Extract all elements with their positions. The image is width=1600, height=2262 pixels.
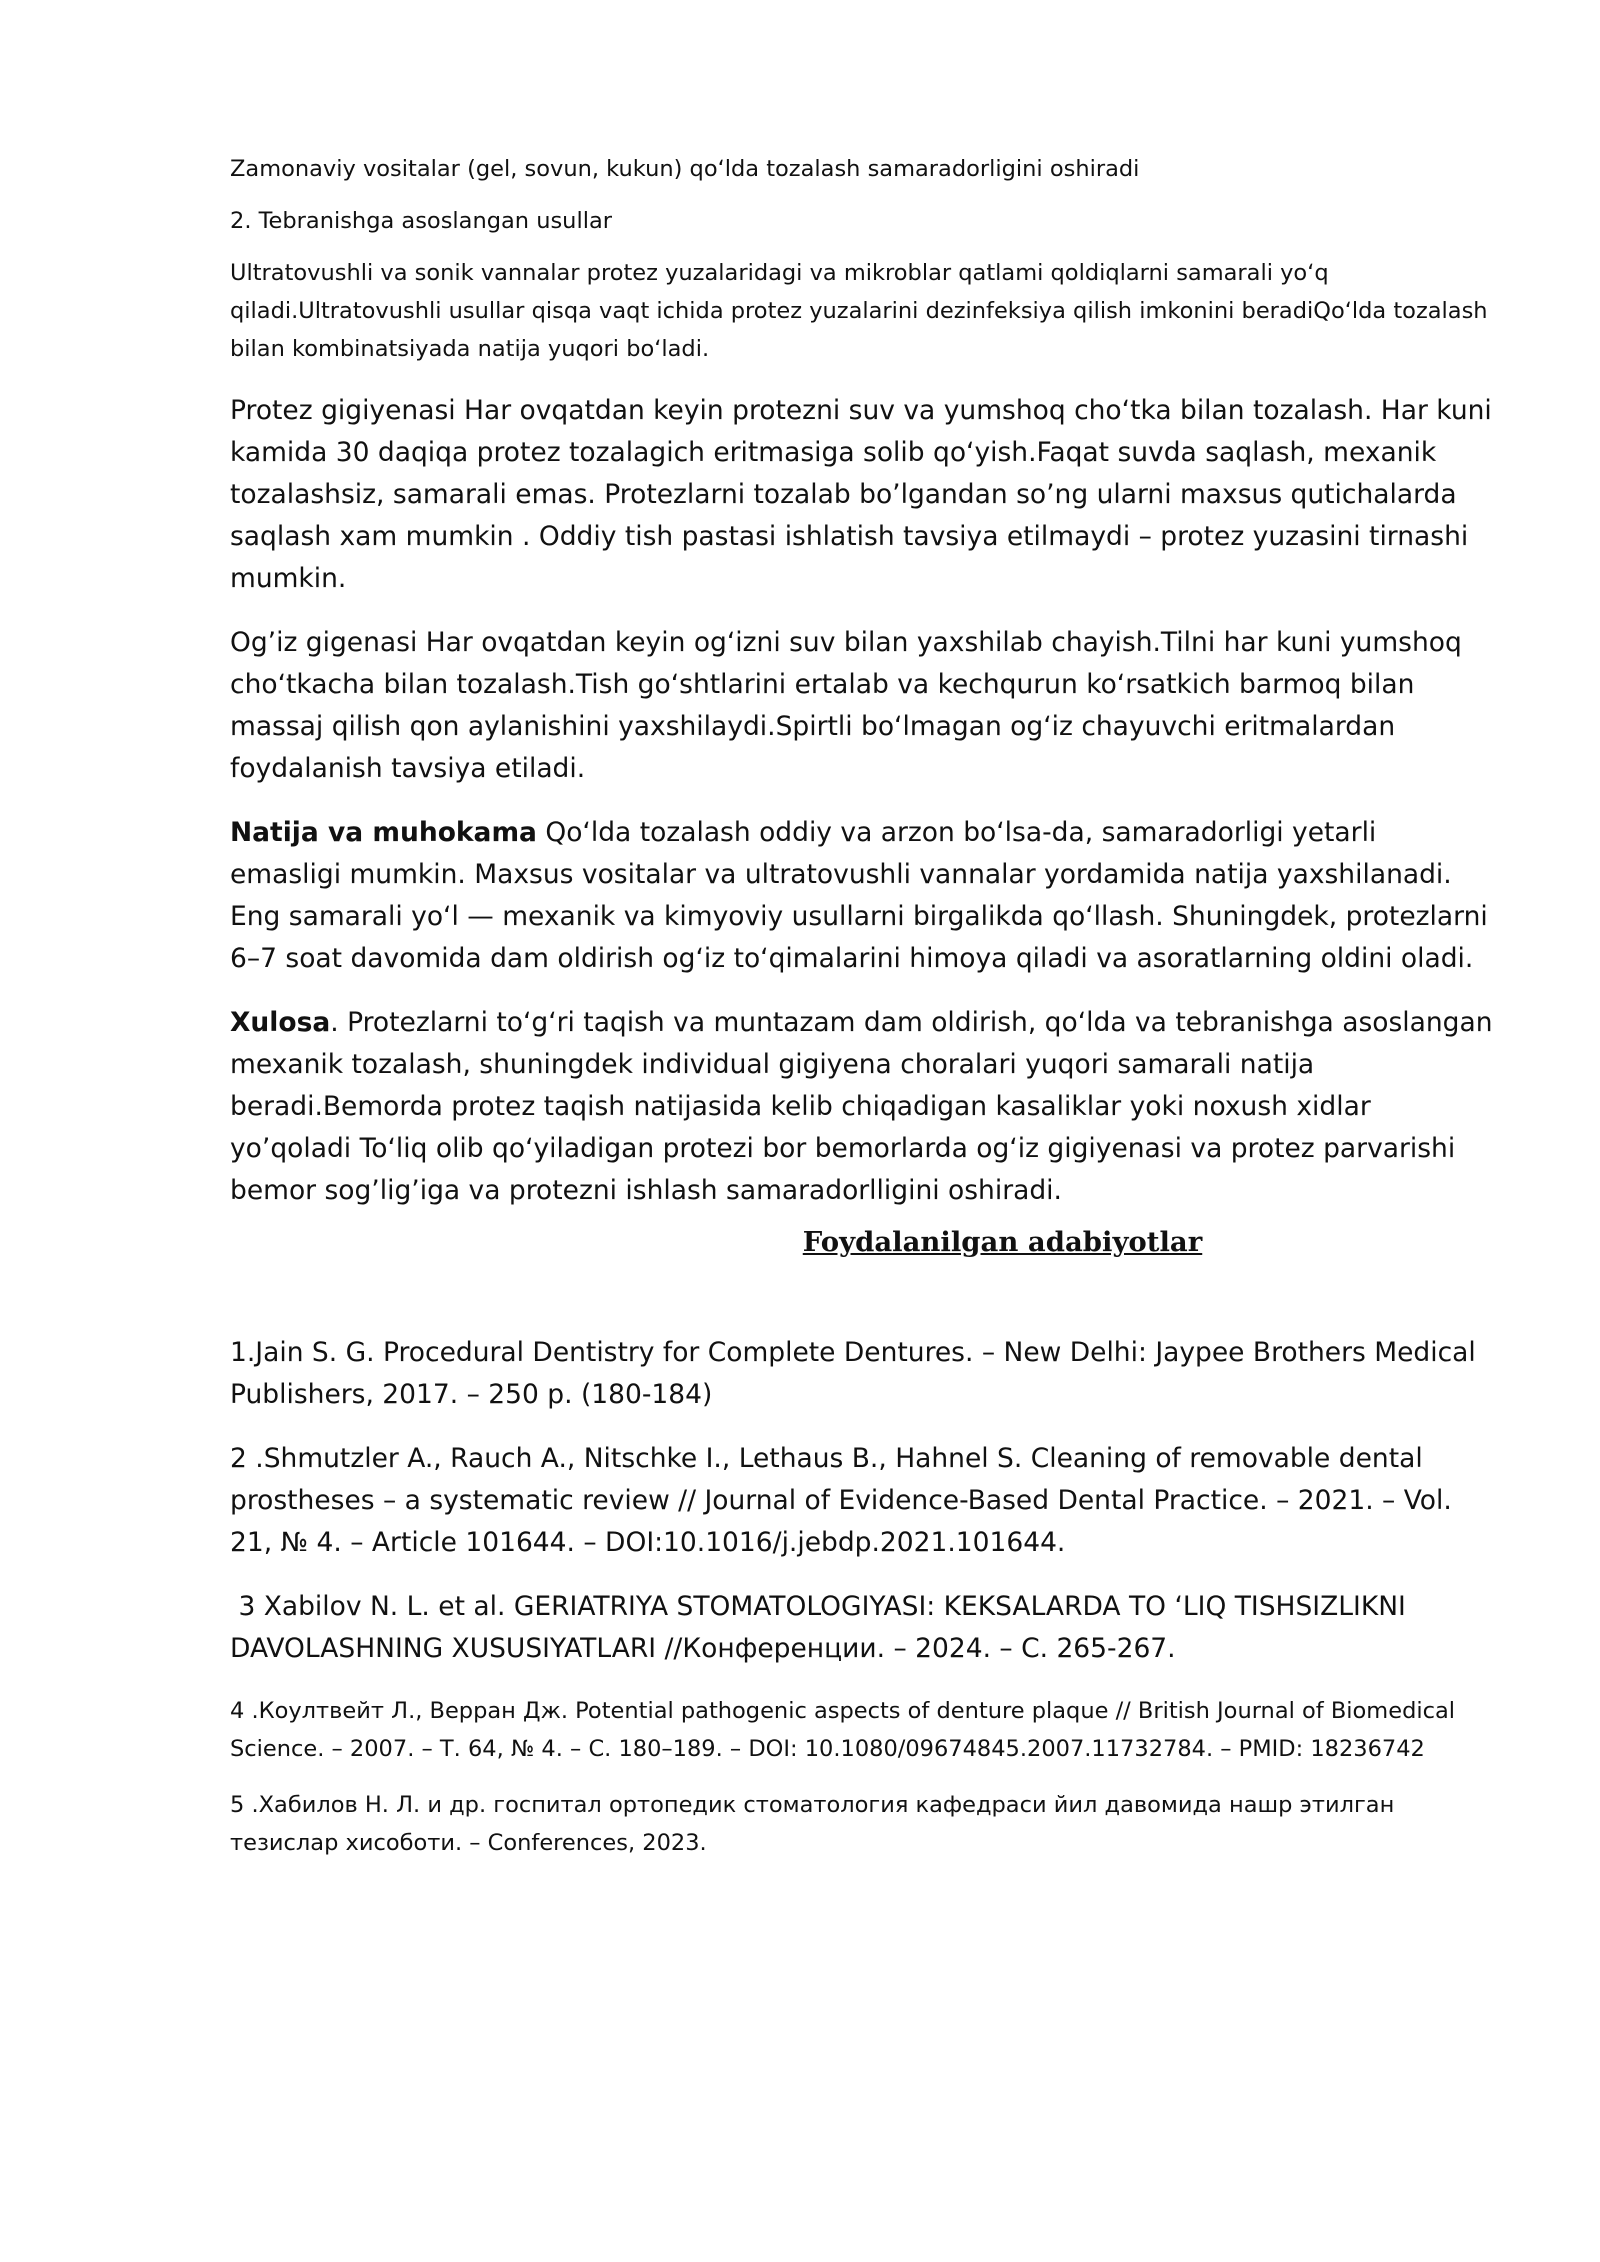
results-label: Natija va muhokama: [230, 817, 537, 848]
paragraph-oral-hygiene: Og’iz gigenasi Har ovqatdan keyin ogʻizni suv bilan yaxshilab chayish.Tilni har kuni yumshoq choʻtkacha bilan tozalash.Tish goʻshtlarini ertalab va kechqurun koʻrsatkich barmoq bilan massaj qilish qon aylanishini yaxshilaydi.Spirtli boʻlmagan ogʻiz chayuvchi eritmalardan foydalanish tavsiya etiladi.: [230, 627, 1462, 784]
reference-item-1: 1.Jain S. G. Procedural Dentistry for Complete Dentures. – New Delhi: Jaypee Brothers Medical Publishers, 2017. – 250 p. (180-184): [230, 1337, 1476, 1410]
reference-item-2: 2 .Shmutzler A., Rauch A., Nitschke I., Lethaus B., Hahnel S. Cleaning of removable dental prostheses – a systematic review // Journal of Evidence-Based Dental Practice. – 2021. – Vol. 21, № 4. – Article 101644. – DOI:10.1016/j.jebdp.2021.101644.: [230, 1443, 1452, 1558]
paragraph-results-discussion: [230, 812, 1495, 980]
reference-item-4: 4 .Коултвейт Л., Верран Дж. Potential pathogenic aspects of denture plaque // British Journal of Biomedical Science. – 2007. – Т. 64, № 4. – С. 180–189. – DOI: 10.1080/09674845.2007.11732784. – PMID: 18236742: [230, 1698, 1456, 1762]
results-text: Qoʻlda tozalash oddiy va arzon boʻlsa-da, samaradorligi yetarli emasligi mumkin. Maxsus vositalar va ultratovushli vannalar yordamida natija yaxshilanadi. Eng samarali yoʻl — mexanik va kimyoviy usullarni birgalikda qoʻllash. Shuningdek, protezlarni 6–7 soat davomida dam oldirish ogʻiz toʻqimalarini himoya qiladi va asoratlarning oldini oladi.: [230, 817, 1488, 974]
conclusion-text: . Protezlarni toʻgʻri taqish va muntazam dam oldirish, qoʻlda va tebranishga asoslangan mexanik tozalash, shuningdek individual gigiyena choralari yuqori samarali natija beradi.Bemorda protez taqish natijasida kelib chiqadigan kasaliklar yoki noxush xidlar yo’qoladi Toʻliq olib qoʻyiladigan protezi bor bemorlarda ogʻiz gigiyenasi va protez parvarishi bemor sog’lig’iga va protezni ishlash samaradorlligini oshiradi.: [230, 1007, 1493, 1206]
paragraph-ultrasonic: Ultratovushli va sonik vannalar protez yuzalaridagi va mikroblar qatlami qoldiqlarni samarali yoʻq qiladi.Ultratovushli usullar qisqa vaqt ichida protez yuzalarini dezinfeksiya qilish imkonini beradiQoʻlda tozalash bilan kombinatsiyada natija yuqori boʻladi.: [230, 260, 1488, 362]
reference-item-3: 3 Xabilov N. L. et al. GERIATRIYA STOMATOLOGIYASI: KEKSALARDA TO ‘LIQ TISHSIZLIKNI DAVOLASHNING XUSUSIYATLARI //Конференции. – 2024. – С. 265-267.: [230, 1591, 1415, 1664]
paragraph-prosthesis-hygiene: Protez gigiyenasi Har ovqatdan keyin protezni suv va yumshoq choʻtka bilan tozalash. Har kuni kamida 30 daqiqa protez tozalagich eritmasiga solib qoʻyish.Faqat suvda saqlash, mexanik tozalashsiz, samarali emas. Protezlarni tozalab bo’lgandan so’ng ularni maxsus qutichalarda saqlash xam mumkin . Oddiy tish pastasi ishlatish tavsiya etilmaydi – protez yuzasini tirnashi mumkin.: [230, 395, 1492, 594]
document-page: [230, 150, 1495, 1880]
reference-item-5: 5 .Хабилов Н. Л. и др. госпитал ортопедик стоматология кафедраси йил давомида нашр этилган тезислар хисоботи. – Conferences, 2023.: [230, 1792, 1395, 1856]
conclusion-label: Xulosa: [230, 1007, 331, 1038]
paragraph-modern-tools: Zamonaviy vositalar (gel, sovun, kukun) qoʻlda tozalash samaradorligini oshiradi: [230, 156, 1140, 182]
section-heading-vibration-methods: 2. Tebranishga asoslangan usullar: [230, 208, 612, 234]
paragraph-conclusion: [230, 1002, 1495, 1212]
references-heading: Foydalanilgan adabiyotlar: [802, 1226, 1203, 1258]
